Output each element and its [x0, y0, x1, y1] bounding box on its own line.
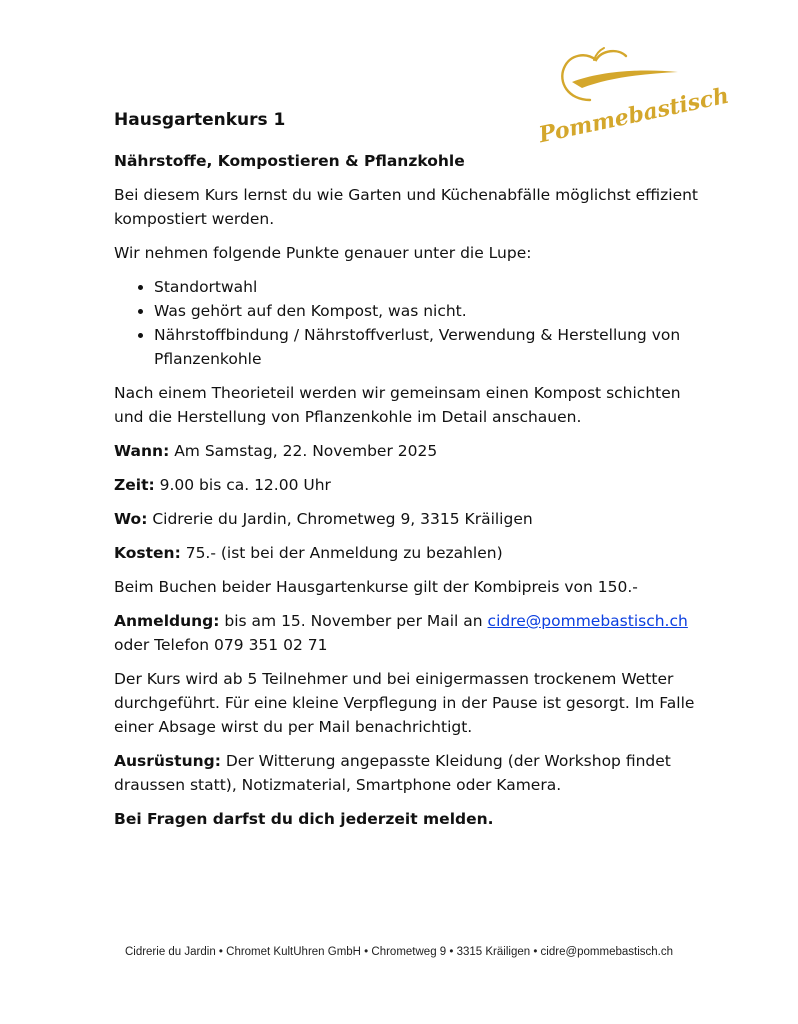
registration-phone: oder Telefon 079 351 02 71: [114, 636, 328, 654]
logo-wordmark: Pommebastisch: [536, 82, 732, 149]
document-body: [114, 108, 714, 841]
time-value: 9.00 bis ca. 12.00 Uhr: [154, 476, 331, 494]
where-line: [114, 507, 714, 531]
cost-line: [114, 541, 714, 565]
closing-line: [114, 807, 714, 831]
email-link[interactable]: cidre@pommebastisch.ch: [487, 612, 688, 630]
equipment-value: Der Witterung angepasste Kleidung (der Workshop findet draussen statt), Notizmaterial, Smartphone oder Kamera.: [114, 752, 671, 794]
conditions-paragraph: Der Kurs wird ab 5 Teilnehmer und bei einigermassen trockenem Wetter durchgeführt. Für eine kleine Verpflegung in der Pause ist gesorgt. Im Falle einer Absage wirst du per Mail benachrichtigt.: [114, 670, 695, 736]
where-label: Wo:: [114, 510, 148, 528]
cost-label: Kosten:: [114, 544, 181, 562]
page-subtitle: Nährstoffe, Kompostieren & Pflanzkohle: [114, 152, 465, 170]
combo-price-line: Beim Buchen beider Hausgartenkurse gilt der Kombipreis von 150.-: [114, 578, 638, 596]
time-line: [114, 473, 714, 497]
time-label: Zeit:: [114, 476, 155, 494]
list-item: • Was gehört auf den Kompost, was nicht.: [154, 299, 714, 323]
intro-paragraph: Bei diesem Kurs lernst du wie Garten und Küchenabfälle möglichst effizient kompostiert werden.: [114, 186, 699, 228]
where-value: Cidrerie du Jardin, Chrometweg 9, 3315 Kräiligen: [147, 510, 533, 528]
points-intro: Wir nehmen folgende Punkte genauer unter die Lupe:: [114, 244, 532, 262]
equipment-paragraph: [114, 749, 714, 797]
closing-text: Bei Fragen darfst du dich jederzeit melden.: [114, 810, 494, 828]
registration-paragraph: [114, 609, 714, 657]
equipment-label: Ausrüstung:: [114, 752, 221, 770]
list-item: • Standortwahl: [154, 275, 714, 299]
registration-text: bis am 15. November per Mail an: [219, 612, 488, 630]
when-line: [114, 439, 714, 463]
theory-paragraph: Nach einem Theorieteil werden wir gemeinsam einen Kompost schichten und die Herstellung von Pflanzenkohle im Detail anschauen.: [114, 384, 681, 426]
registration-label: Anmeldung:: [114, 612, 220, 630]
page-footer: Cidrerie du Jardin • Chromet KultUhren GmbH • Chrometweg 9 • 3315 Kräiligen • cidre@pommebastisch.ch: [124, 946, 674, 958]
when-label: Wann:: [114, 442, 170, 460]
points-list: [114, 275, 714, 371]
list-item: • Nährstoffbindung / Nährstoffverlust, Verwendung & Herstellung von Pflanzenkohle: [154, 323, 714, 371]
when-value: Am Samstag, 22. November 2025: [169, 442, 438, 460]
logo-swoosh: [572, 70, 678, 88]
page-title: Hausgartenkurs 1: [114, 110, 286, 130]
cost-value: 75.- (ist bei der Anmeldung zu bezahlen): [180, 544, 503, 562]
